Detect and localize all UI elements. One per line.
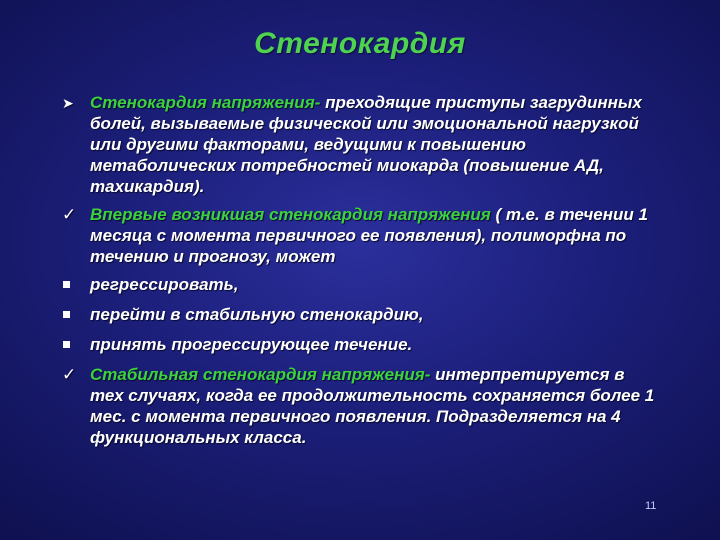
- term-new-onset-angina: Впервые возникшая стенокардия напряжения: [90, 205, 491, 224]
- list-item-stable-transition: [62, 304, 662, 325]
- term-stable-angina: Стабильная стенокардия напряжения-: [90, 365, 431, 384]
- arrow-bullet-icon: ➤: [62, 95, 74, 111]
- list-item-new-onset-angina: [62, 204, 662, 267]
- sub-item-text: перейти в стабильную стенокардию,: [90, 305, 424, 324]
- definition-text: преходящие приступы загрудинных болей, вызываемые физической или эмоциональной нагрузкой или другими факторами, ведущими к повышению метаболических потребностей миокарда (повышение АД, тахикардия).: [90, 93, 642, 196]
- definition-text: ( т.е. в течении 1 месяца с момента первичного ее появления), полиморфна по течению и прогнозу, может: [90, 205, 648, 266]
- content-list: [62, 92, 662, 455]
- check-bullet-icon: ✓: [62, 205, 77, 224]
- slide-title: Стенокардия: [254, 27, 466, 60]
- check-bullet-icon: ✓: [62, 365, 77, 384]
- list-item-progressive: [62, 334, 662, 355]
- definition-text: интерпретируется в тех случаях, когда ее продолжительность сохраняется более 1 мес. с момента первичного появления. Подразделяется на 4 функциональных класса.: [90, 365, 655, 447]
- page-number: 11: [645, 500, 657, 512]
- sub-item-text: регрессировать,: [90, 275, 239, 294]
- list-item-regress: [62, 274, 662, 295]
- list-item-exertional-angina: [62, 92, 662, 197]
- list-item-stable-angina: [62, 364, 662, 448]
- square-bullet-icon: [63, 311, 70, 318]
- term-exertional-angina: Стенокардия напряжения-: [90, 93, 321, 112]
- square-bullet-icon: [63, 281, 70, 288]
- sub-item-text: принять прогрессирующее течение.: [90, 335, 413, 354]
- square-bullet-icon: [63, 341, 70, 348]
